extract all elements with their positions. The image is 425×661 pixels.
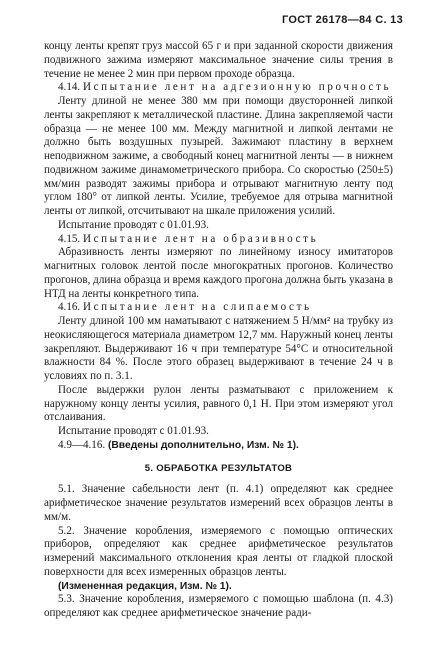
clause-4-16-text-2: После выдержки рулон ленты разматывают с приложением к наружному концу ленты усилия, равного 0,1 Н. При этом измеряют угол отслаивания. [44, 383, 393, 424]
page-header: ГОСТ 26178—84 С. 13 [282, 14, 403, 26]
clause-title: Испытание лент на адгезионную прочность [82, 81, 392, 94]
clause-4-14-heading [44, 81, 393, 95]
amendment-note [44, 439, 393, 453]
clause-4-15-heading [44, 233, 393, 247]
clause-5-2: 5.2. Значение коробления, измеряемого с помощью оптических приборов, определяют как среднее арифметическое результатов измерений максимального отклонения края ленты от гладкой плоской поверхности для всех измеренных образцов ленты. [44, 524, 393, 578]
clause-4-14-date: Испытание проводят с 01.01.93. [58, 218, 209, 231]
section-5-title: 5. ОБРАБОТКА РЕЗУЛЬТАТОВ [144, 462, 293, 474]
clause-4-14-text: Ленту длиной не менее 380 мм при помощи двусторонней липкой ленты закрепляют к металлической пластине. Длина закрепляемой части образца — не менее 100 мм. Между магнитной и липкой лентами не должно быть воздушных пузырей. Зажимают пластину в верхнем неподвижном зажиме, а свободный конец магнитной ленты — в нижнем подвижном зажиме динамометрического прибора. Со скоростью (250±5) мм/мин разводят зажимы прибора и отрывают магнитную ленту под углом 180° от липкой ленты. Усилие, требуемое для отрыва магнитной ленты от липкой, отсчитывают на шкале приложения усилий. [44, 95, 393, 217]
clause-title: Испытание лент на образивность [82, 232, 319, 245]
clause-4-16-text: Ленту длиной 100 мм наматывают с натяжением 5 Н/мм² на трубку из неокисляющегося материала диаметром 12,7 мм. Наружный конец ленты закрепляют. Выдерживают 16 ч при температуре 54°С и относительной влажности 84 %. После этого образец выдерживают в течение 24 ч в условиях по п. 3.1. [44, 315, 393, 382]
paragraph-continuation: концу ленты крепят груз массой 65 г и при заданной скорости движения подвижного зажима измеряют максимальное значение силы трения в течение не менее 2 мин при первом проходе образца. [44, 40, 393, 80]
clause-number: 4.15. [58, 232, 81, 245]
clause-4-15-text: Абразивность ленты измеряют по линейному износу имитаторов магнитных головок лентой после многократных прогонов. Количество прогонов, длина образца и время каждого прогона должна быть указана в НТД на ленты конкретного типа. [44, 246, 393, 300]
document-body [44, 40, 393, 621]
clause-number: 4.16. [58, 301, 81, 314]
clause-5-1: 5.1. Значение сабельности лент (п. 4.1) определяют как среднее арифметическое значение результатов измерений всех образцов ленты в мм/м. [44, 483, 393, 523]
amendment-range: 4.9—4.16. [58, 438, 106, 451]
amendment-label: (Введены дополнительно, Изм. № 1). [107, 439, 299, 451]
clause-4-16-date: Испытание проводят с 01.01.93. [58, 425, 209, 437]
clause-5-3: 5.3. Значение коробления, измеряемого с помощью шаблона (п. 4.3) определяют как среднее арифметическое значение ради- [44, 593, 393, 619]
clause-number: 4.14. [58, 81, 81, 94]
amendment-note-5-2: (Измененная редакция, Изм. № 1). [58, 580, 232, 592]
clause-title: Испытание лент на слипаемость [82, 301, 312, 314]
clause-4-16-heading [44, 301, 393, 315]
